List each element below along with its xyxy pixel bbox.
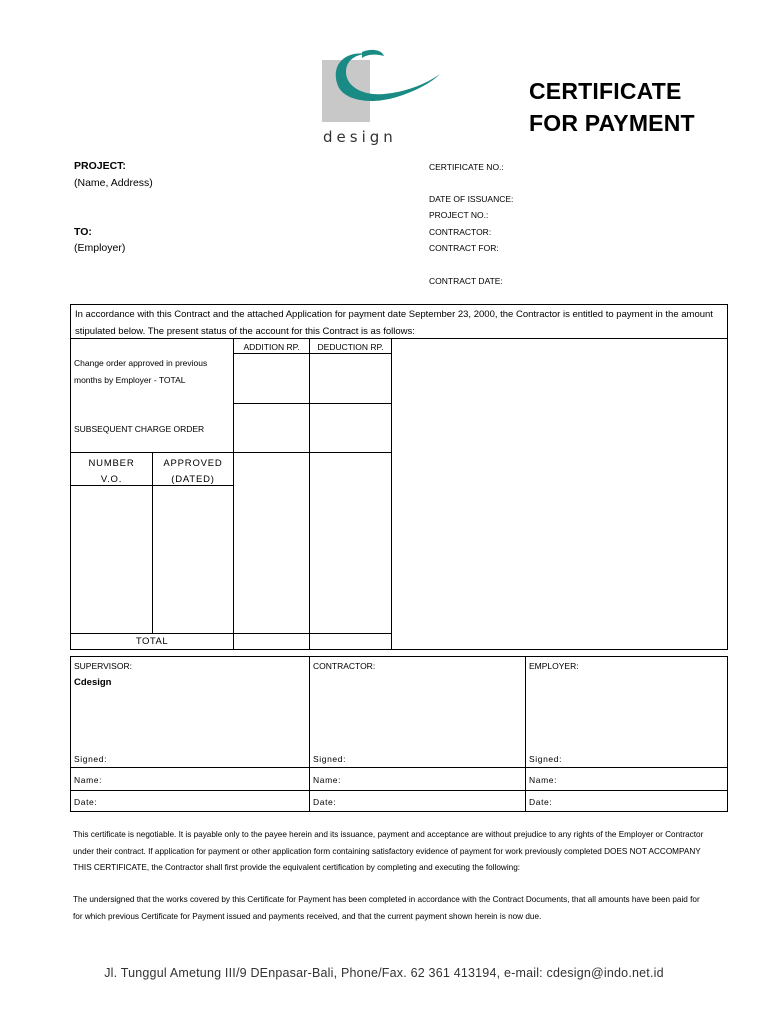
logo-wordmark: design — [323, 128, 397, 146]
logo-c-mark — [322, 46, 447, 116]
note-paragraph-1 — [73, 827, 723, 877]
divider — [70, 790, 728, 791]
contractor-signed: Signed: — [313, 754, 347, 764]
divider — [525, 656, 526, 812]
divider — [309, 656, 310, 812]
contract-for-label: CONTRACT FOR: — [429, 243, 499, 253]
divider — [70, 633, 392, 634]
project-label: PROJECT: — [74, 160, 126, 172]
date-of-issuance-label: DATE OF ISSUANCE: — [429, 194, 514, 204]
title-line-2: FOR PAYMENT — [529, 110, 695, 136]
contractor-label: CONTRACTOR: — [429, 227, 492, 237]
subsequent-charge-order: SUBSEQUENT CHARGE ORDER — [74, 424, 205, 434]
number-header-line-1: NUMBER — [88, 458, 135, 469]
certificate-no-label: CERTIFICATE NO.: — [429, 162, 504, 172]
document-title — [529, 75, 695, 139]
note-line: This certificate is negotiable. It is payable only to the payee herein and its issuance, payment and acceptance are without prejudice to any rights of the Employer or Contractor — [73, 830, 704, 839]
divider — [309, 338, 310, 650]
approved-header-line-2: (DATED) — [171, 474, 215, 485]
number-header-line-2: V.O. — [100, 474, 123, 485]
employer-sign-label: EMPLOYER: — [529, 661, 579, 671]
number-vo-header — [71, 456, 152, 488]
footer-address: Jl. Tunggul Ametung III/9 DEnpasar-Bali, Phone/Fax. 62 361 413194, e-mail: cdesign@indo.net.id — [104, 966, 664, 980]
divider — [391, 338, 392, 650]
approved-header-line-1: APPROVED — [163, 458, 223, 469]
divider — [233, 403, 392, 404]
approved-dated-header — [153, 456, 233, 488]
supervisor-signed: Signed: — [74, 754, 108, 764]
to-sub: (Employer) — [74, 242, 126, 254]
note-line: The undersigned that the works covered by this Certificate for Payment has been completed in accordance with the Contract Documents, that all amounts have been paid for — [73, 895, 700, 904]
divider — [70, 338, 728, 339]
supervisor-date-field: Date: — [74, 797, 98, 807]
contractor-name-field: Name: — [313, 775, 342, 785]
employer-name-field: Name: — [529, 775, 558, 785]
title-line-1: CERTIFICATE — [529, 78, 682, 104]
divider — [233, 338, 234, 650]
total-label: TOTAL — [135, 636, 169, 647]
divider — [70, 452, 392, 453]
change-order-line-1: Change order approved in previous — [74, 358, 208, 368]
note-line: for which previous Certificate for Payment issued and payments received, and that the current payment shown herein is now due. — [73, 911, 542, 921]
contractor-sign-label: CONTRACTOR: — [313, 661, 376, 671]
project-sub: (Name, Address) — [74, 177, 153, 189]
signatures-box — [70, 656, 728, 812]
divider — [70, 767, 728, 768]
deduction-header: DEDUCTION RP. — [317, 342, 384, 352]
employer-date-field: Date: — [529, 797, 553, 807]
employer-signed: Signed: — [529, 754, 563, 764]
note-paragraph-2 — [73, 892, 723, 925]
addition-header: ADDITION RP. — [243, 342, 300, 352]
project-no-label: PROJECT NO.: — [429, 210, 489, 220]
contract-date-label: CONTRACT DATE: — [429, 276, 503, 286]
supervisor-name-field: Name: — [74, 775, 103, 785]
intro-text: In accordance with this Contract and the attached Application for payment date September 23, 2000, the Contractor is entitled to payment in the amount stipulated below. The present status of the account for this Contract is as follows: — [75, 309, 713, 337]
change-order-line-2: months by Employer - TOTAL — [74, 375, 186, 385]
contractor-date-field: Date: — [313, 797, 337, 807]
supervisor-label: SUPERVISOR: — [74, 661, 132, 671]
note-line: under their contract. If application for payment or other application form containing satisfactory evidence of payment for work previously completed DOES NOT ACCOMPANY — [73, 846, 701, 856]
note-line: THIS CERTIFICATE, the Contractor shall first provide the equivalent certification by completing and executing the following: — [73, 863, 521, 872]
divider — [233, 353, 392, 354]
supervisor-name: Cdesign — [74, 677, 112, 688]
to-label: TO: — [74, 226, 92, 238]
